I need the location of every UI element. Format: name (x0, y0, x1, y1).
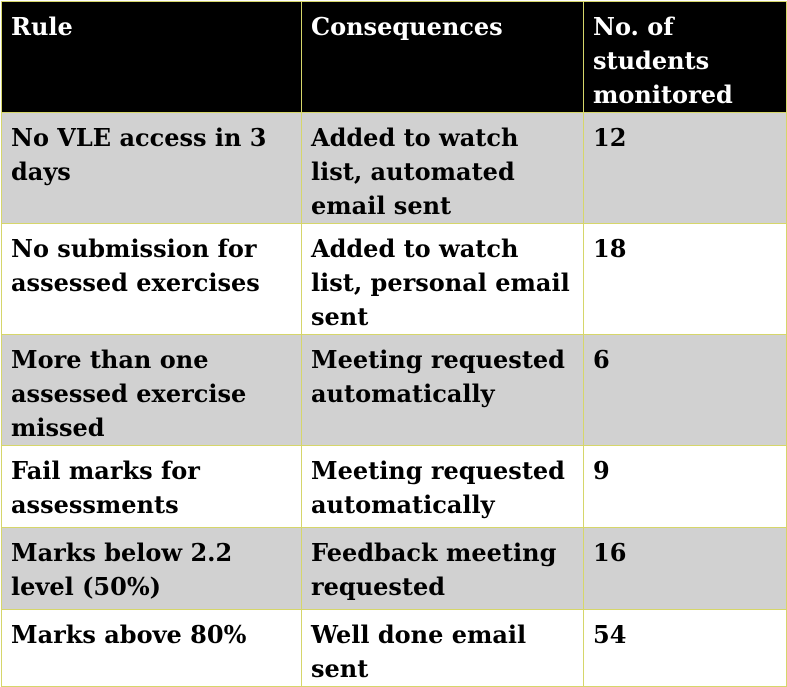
table-row (2, 610, 787, 687)
students-cell: 16 (584, 528, 787, 610)
table-body (2, 113, 787, 687)
rule-cell: No submission for assessed exercises (2, 224, 302, 335)
header-row (2, 2, 787, 113)
consequence-cell: Meeting requested automatically (302, 335, 584, 446)
consequence-cell: Feedback meeting requested (302, 528, 584, 610)
header-consequences: Consequences (302, 2, 584, 113)
consequence-cell: Well done email sent (302, 610, 584, 687)
rule-cell: Fail marks for assessments (2, 446, 302, 528)
table-row (2, 335, 787, 446)
rule-cell: More than one assessed exercise missed (2, 335, 302, 446)
students-cell: 9 (584, 446, 787, 528)
table-row (2, 224, 787, 335)
rule-cell: Marks above 80% (2, 610, 302, 687)
consequence-cell: Added to watch list, automated email sent (302, 113, 584, 224)
table-header (2, 2, 787, 113)
students-cell: 12 (584, 113, 787, 224)
table-row (2, 113, 787, 224)
students-cell: 6 (584, 335, 787, 446)
table-row (2, 528, 787, 610)
rule-cell: Marks below 2.2 level (50%) (2, 528, 302, 610)
consequence-cell: Added to watch list, personal email sent (302, 224, 584, 335)
table-row (2, 446, 787, 528)
students-cell: 18 (584, 224, 787, 335)
monitoring-rules-table (1, 1, 787, 687)
consequence-cell: Meeting requested automatically (302, 446, 584, 528)
header-students-monitored: No. of students monitored (584, 2, 787, 113)
students-cell: 54 (584, 610, 787, 687)
header-rule: Rule (2, 2, 302, 113)
rule-cell: No VLE access in 3 days (2, 113, 302, 224)
